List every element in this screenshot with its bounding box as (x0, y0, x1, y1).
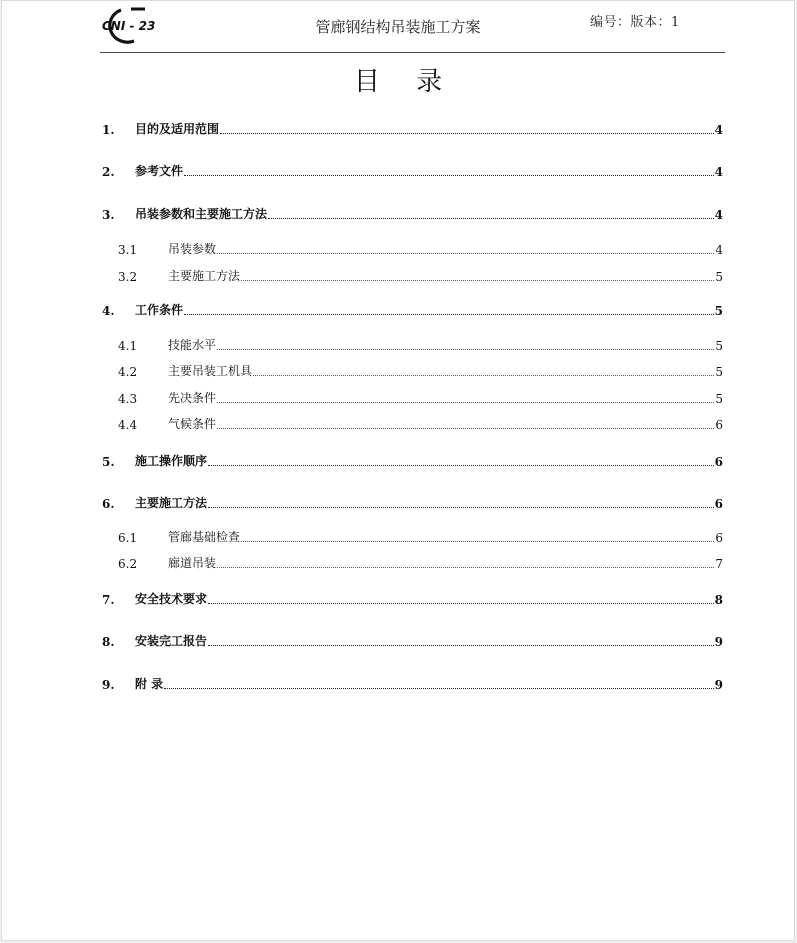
toc-entry-page: 5 (715, 392, 723, 406)
toc-dot-leader (217, 402, 714, 403)
toc-dot-leader (208, 465, 714, 466)
toc-entry-number: 4.1 (118, 339, 138, 353)
toc-entry-number: 5. (102, 455, 115, 469)
toc-entry-number: 6.1 (118, 531, 138, 545)
toc-entry-label: 安装完工报告 (135, 634, 208, 648)
toc-entry[interactable] (102, 416, 723, 432)
toc-entry[interactable] (102, 206, 723, 222)
toc-entry-page: 9 (714, 635, 723, 649)
toc-entry-number: 6. (102, 497, 115, 511)
toc-dot-leader (217, 428, 714, 429)
toc-dot-leader (220, 133, 714, 134)
toc-dot-leader (208, 645, 714, 646)
toc-entry[interactable] (102, 495, 723, 511)
toc-entry[interactable] (102, 390, 723, 406)
toc-entry[interactable] (102, 453, 723, 469)
toc-entry[interactable] (102, 302, 723, 318)
toc-dot-leader (217, 567, 714, 568)
toc-entry-label: 管廊基础检查 (168, 530, 241, 544)
toc-dot-leader (184, 175, 714, 176)
toc-entry-page: 6 (715, 418, 723, 432)
toc-entry-page: 7 (715, 557, 723, 571)
toc-dot-leader (164, 688, 713, 689)
logo-text: CNI - 23 (102, 19, 156, 33)
toc-dot-leader (241, 280, 714, 281)
toc-entry-label: 主要施工方法 (135, 496, 208, 510)
toc-entry-page: 5 (714, 304, 723, 318)
toc-entry-label: 吊装参数和主要施工方法 (135, 207, 268, 221)
toc-entry-label: 目的及适用范围 (135, 122, 220, 136)
toc-entry-label: 廊道吊装 (168, 556, 217, 570)
toc-entry-page: 5 (715, 270, 723, 284)
toc-entry-number: 1. (102, 123, 115, 137)
toc-dot-leader (208, 507, 714, 508)
toc-entry-label: 先决条件 (168, 391, 217, 405)
toc-entry-number: 3. (102, 208, 115, 222)
toc-entry[interactable] (102, 241, 723, 257)
toc-entry-number: 3.2 (118, 270, 138, 284)
toc-entry[interactable] (102, 555, 723, 571)
toc-entry-number: 2. (102, 165, 115, 179)
toc-entry-number: 4.3 (118, 392, 138, 406)
toc-dot-leader (253, 375, 714, 376)
toc-entry-label: 附 录 (135, 677, 164, 691)
toc-entry-label: 气候条件 (168, 417, 217, 431)
toc-entry-number: 8. (102, 635, 115, 649)
toc-entry-label: 吊装参数 (168, 242, 217, 256)
toc-dot-leader (241, 541, 714, 542)
toc-entry-page: 5 (715, 339, 723, 353)
toc-entry[interactable] (102, 363, 723, 379)
header-divider (100, 52, 725, 53)
document-number-version: 编号：版本：1 (590, 15, 680, 30)
toc-entry-page: 4 (715, 243, 723, 257)
toc-heading: 目 录 (353, 67, 457, 97)
toc-entry-page: 6 (714, 497, 723, 511)
toc-entry-number: 4.2 (118, 365, 138, 379)
toc-dot-leader (268, 218, 714, 219)
toc-entry-page: 9 (714, 678, 723, 692)
toc-entry-label: 主要施工方法 (168, 269, 241, 283)
toc-entry[interactable] (102, 121, 723, 137)
toc-entry[interactable] (102, 529, 723, 545)
toc-entry[interactable] (102, 633, 723, 649)
toc-entry-label: 主要吊装工机具 (168, 364, 253, 378)
toc-entry-page: 4 (714, 208, 723, 222)
toc-entry-number: 4. (102, 304, 115, 318)
toc-entry-number: 9. (102, 678, 115, 692)
toc-dot-leader (217, 349, 714, 350)
toc-entry-number: 6.2 (118, 557, 138, 571)
document-page (1, 0, 795, 941)
toc-dot-leader (217, 253, 714, 254)
toc-entry-label: 工作条件 (135, 303, 184, 317)
toc-entry-page: 6 (714, 455, 723, 469)
toc-entry-label: 安全技术要求 (135, 592, 208, 606)
toc-entry-number: 7. (102, 593, 115, 607)
toc-entry[interactable] (102, 268, 723, 284)
toc-dot-leader (184, 314, 714, 315)
document-header-title: 管廊钢结构吊装施工方案 (315, 18, 481, 36)
toc-entry-label: 参考文件 (135, 164, 184, 178)
toc-entry[interactable] (102, 337, 723, 353)
toc-entry-page: 8 (714, 593, 723, 607)
toc-entry-label: 施工操作顺序 (135, 454, 208, 468)
toc-entry[interactable] (102, 676, 723, 692)
toc-entry-number: 3.1 (118, 243, 138, 257)
toc-entry-page: 4 (714, 123, 723, 137)
toc-dot-leader (208, 603, 714, 604)
toc-entry[interactable] (102, 163, 723, 179)
toc-entry-page: 6 (715, 531, 723, 545)
toc-entry-page: 4 (714, 165, 723, 179)
toc-entry[interactable] (102, 591, 723, 607)
toc-entry-number: 4.4 (118, 418, 138, 432)
toc-entry-page: 5 (715, 365, 723, 379)
toc-entry-label: 技能水平 (168, 338, 217, 352)
